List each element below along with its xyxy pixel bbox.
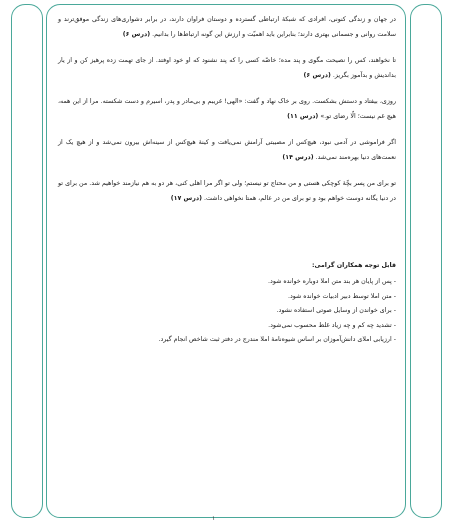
right-margin-tab bbox=[410, 4, 442, 518]
notes-title: قابل توجه همکاران گرامی: bbox=[311, 262, 396, 269]
dictation-text bbox=[58, 12, 396, 348]
lesson-reference: (درس ۱۴) bbox=[282, 154, 314, 161]
paragraph-text: تا نخواهند، کس را نصیحت مگوی و پند مده؛ خاصّه کسی را که پند نشنود که او خود اوفتد. از جای تهمت زده پرهیز کن و از یار بداندیش و بدآموز بگریز. bbox=[58, 57, 396, 79]
paragraph-text: در جهان و زندگی کنونی، افرادی که شبکهٔ ارتباطی گسترده و دوستان فراوان دارند، در برابر دشواری‌های زندگی موفق‌ترند و سلامت روانی و جسمانی بهتری دارند؛ بنابراین باید اهمیّت و ارزش این گونه ارتباط‌ها را بدانیم. bbox=[58, 16, 396, 38]
note-item: - ارزیابی املای دانش‌آموزان بر اساس شیوه‌نامهٔ املا مندرج در دفتر ثبت شاخص انجام گیرد. bbox=[158, 336, 396, 343]
lesson-reference: (درس ۱۱) bbox=[287, 113, 319, 120]
paragraph-text: اگر فراموشی در آدمی نبود، هیچ‌کس از مصیبتی آرامش نمی‌یافت و کینهٔ هیچ‌کس از سینه‌اش بیرون نمی‌شد و از هیچ یک از نعمت‌های دنیا بهره‌مند نمی‌شد. bbox=[58, 139, 396, 161]
paragraph-3 bbox=[58, 94, 396, 124]
paragraph-text: روزی، بیفتاد و دستش بشکست. روی بر خاک نهاد و گفت: «الهی! غریبم و بی‌مادر و پدر، اسیرم و دست شکسته. مرا از این همه، هیچ غم نیست؛ الّا رضای تو.» bbox=[58, 98, 396, 120]
note-item: - پس از پایان هر بند متن املا دوباره خوانده شود. bbox=[268, 278, 396, 285]
teacher-notes bbox=[58, 258, 396, 348]
left-margin-tab bbox=[11, 4, 43, 518]
note-item: - تشدید چه کم و چه زیاد غلط محسوب نمی‌شود. bbox=[268, 321, 396, 329]
paragraph-4 bbox=[58, 135, 396, 165]
paragraph-2 bbox=[58, 53, 396, 83]
paragraph-5 bbox=[58, 176, 396, 206]
note-item: - متن املا توسط دبیر ادبیات خوانده شود. bbox=[287, 292, 396, 300]
page-number: ۱ bbox=[212, 515, 216, 522]
paragraph-1 bbox=[58, 12, 396, 42]
note-item: - برای خواندن از وسایل صوتی استفاده نشود. bbox=[276, 307, 396, 314]
lesson-reference: (درس ۶) bbox=[303, 72, 331, 79]
lesson-reference: (درس ۶) bbox=[122, 31, 151, 38]
lesson-reference: (درس ۱۷) bbox=[170, 195, 202, 202]
paragraph-text: تو برای من پسر بچّهٔ کوچکی هستی و من محتاج تو نیستم؛ ولی تو اگر مرا اهلی کنی، هر دو به هم نیازمند خواهیم شد. من برای تو در دنیا یگانه دوست خواهم بود و تو برای من در عالم، همتا نخواهی داشت. bbox=[58, 180, 396, 202]
